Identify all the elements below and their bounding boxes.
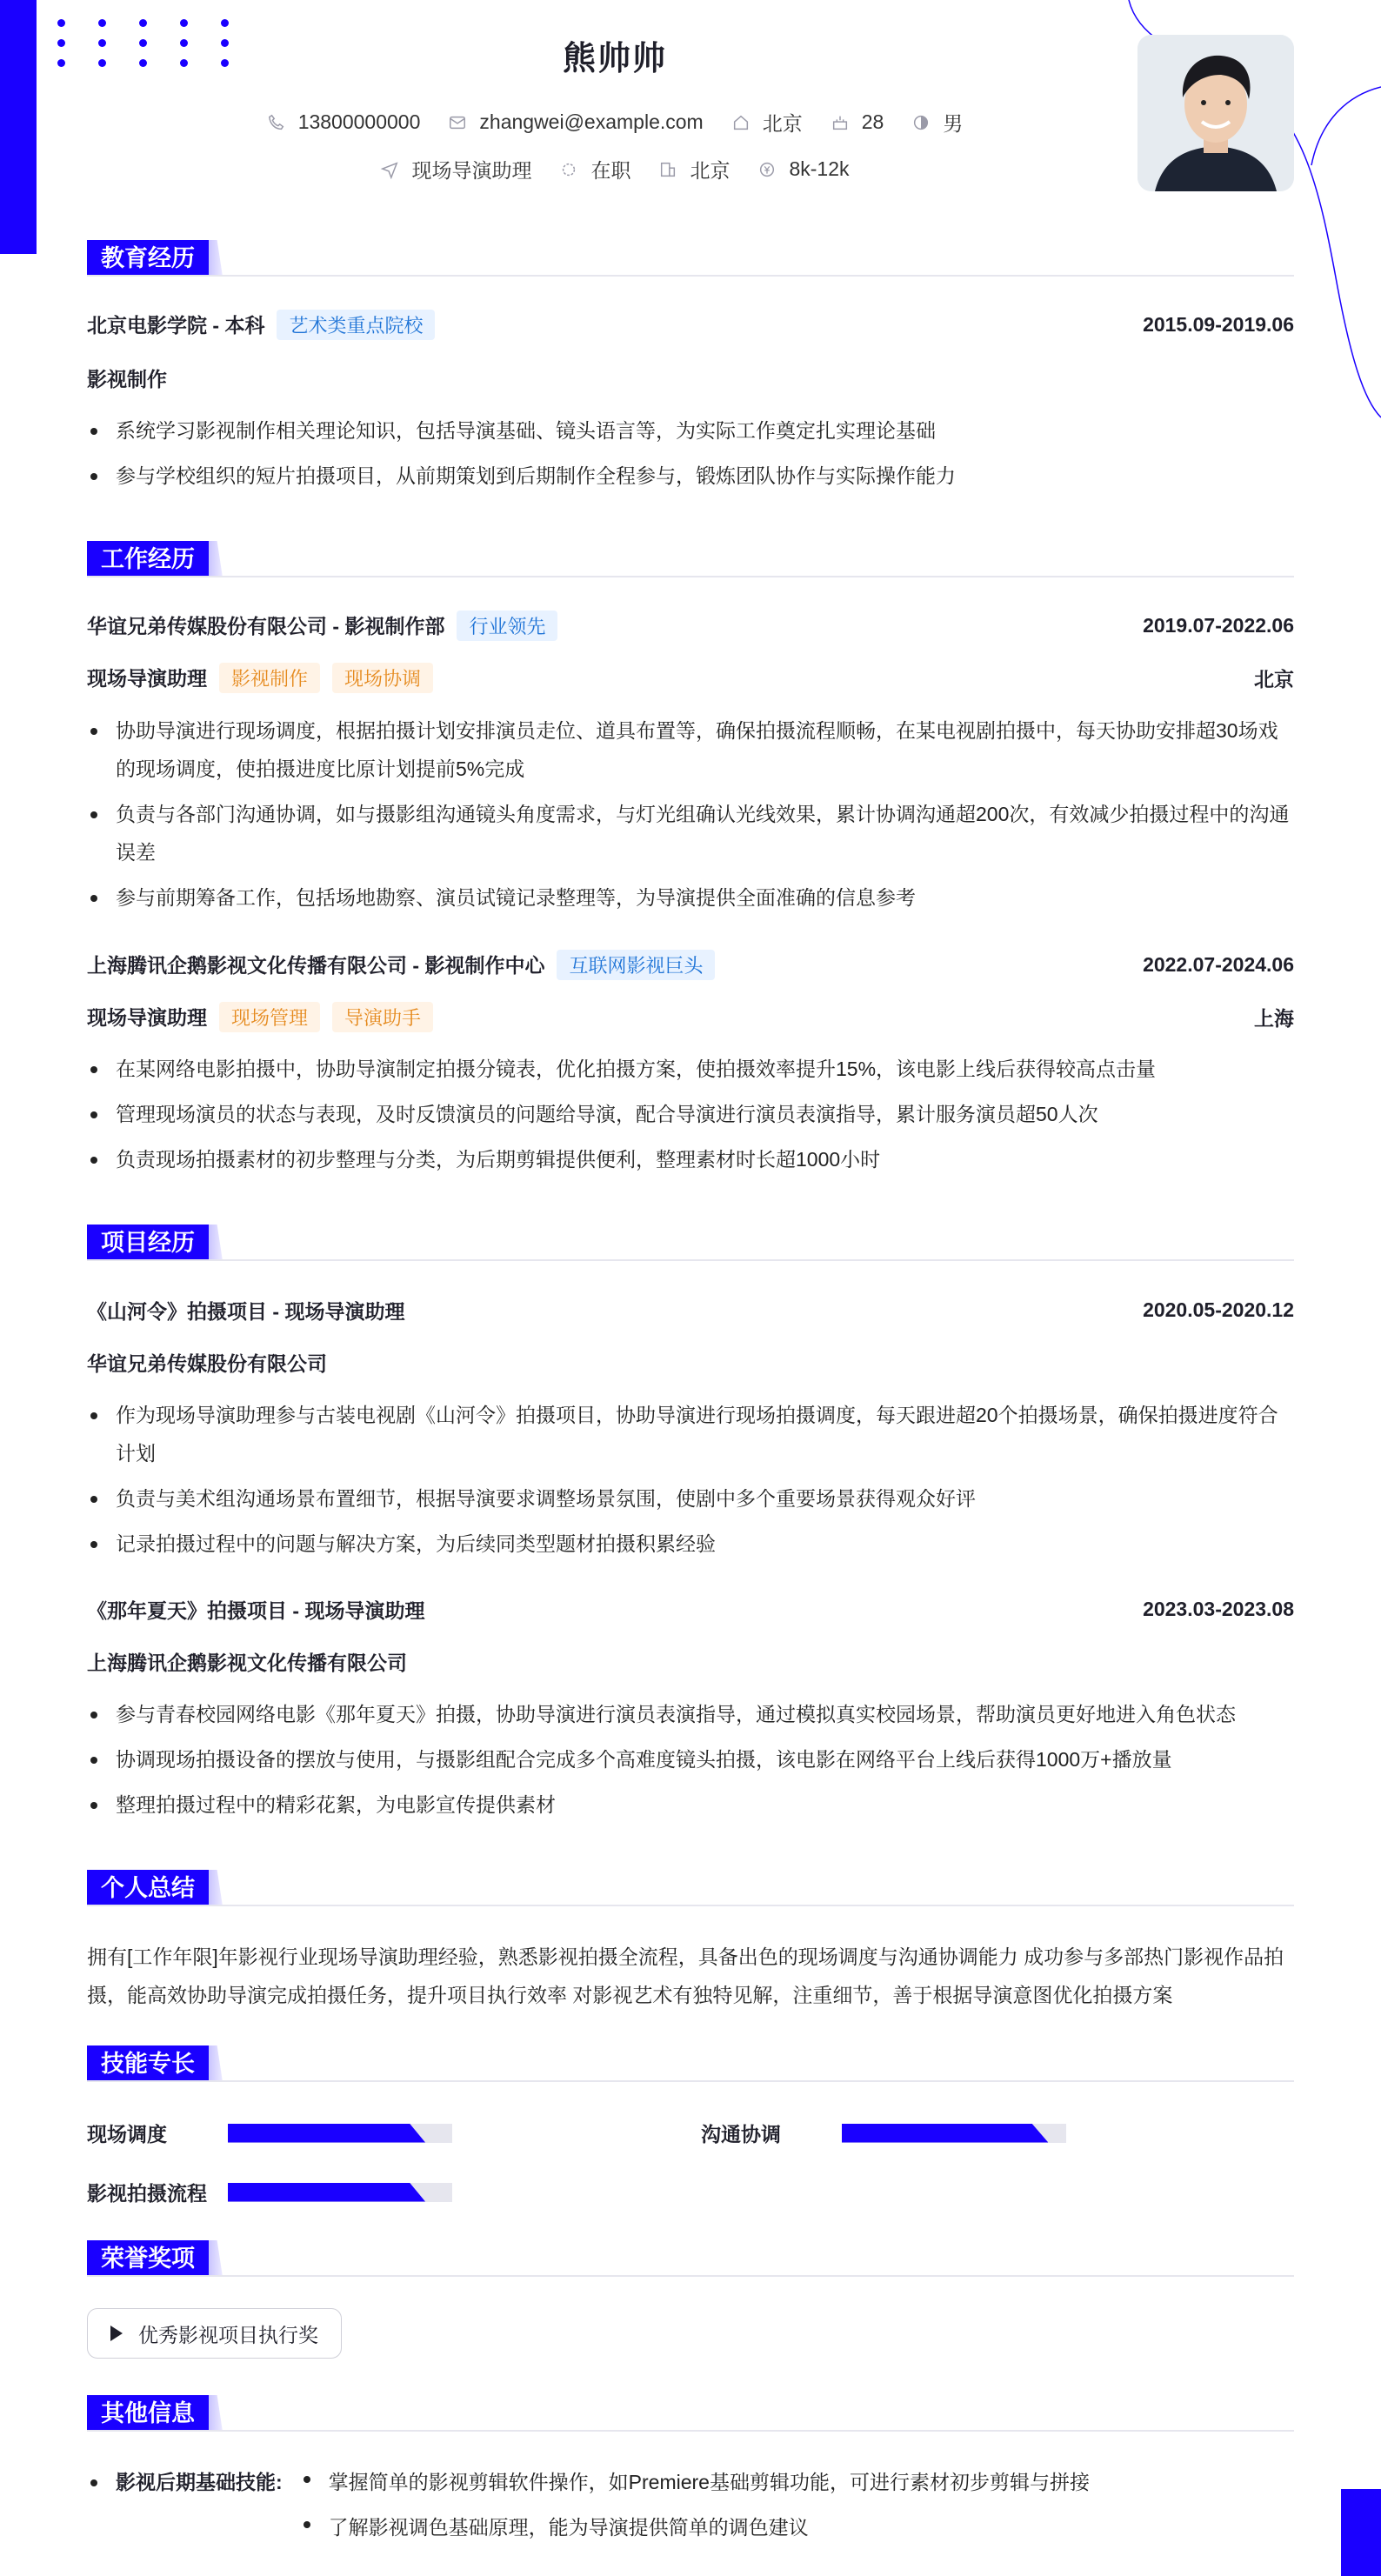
- skill-bar-fill: [228, 2124, 425, 2143]
- other-info-item: [87, 2459, 1294, 2550]
- project-header-2: [87, 1595, 1294, 1624]
- skill-item: [87, 2119, 452, 2147]
- education-header: [87, 310, 1294, 340]
- position-item: [380, 155, 531, 184]
- project-date: 2023.03-2023.08: [1143, 1598, 1294, 1620]
- status-icon: [559, 160, 578, 179]
- other-section: [87, 2395, 1294, 2432]
- skill-item: [701, 2119, 1066, 2147]
- project-bullets-2: [87, 1695, 1294, 1824]
- project-title: 《那年夏天》拍摄项目 - 现场导演助理: [87, 1599, 425, 1622]
- role-tag: 现场协调: [332, 663, 433, 693]
- list-item: 负责与各部门沟通协调，如与摄影组沟通镜头角度需求，与灯光组确认光线效果，累计协调沟通超200次，有效减少拍摄过程中的沟通误差: [87, 795, 1294, 871]
- phone-icon: [267, 113, 286, 132]
- status-item: [559, 155, 630, 184]
- list-item: 负责现场拍摄素材的初步整理与分类，为后期剪辑提供便利，整理素材时长超1000小时: [87, 1140, 1294, 1178]
- company-tag: 行业领先: [457, 611, 557, 641]
- work-city-item: [658, 155, 730, 184]
- list-item: 作为现场导演助理参与古装电视剧《山河令》拍摄项目，协助导演进行现场拍摄调度，每天跟进超20个拍摄场景，确保拍摄进度符合计划: [87, 1396, 1294, 1472]
- honor-text: 优秀影视项目执行奖: [138, 2323, 318, 2346]
- gender-icon: [911, 113, 931, 132]
- location-text: 北京: [762, 112, 803, 135]
- email-item: [448, 110, 703, 134]
- list-item: 负责与美术组沟通场景布置细节，根据导演要求调整场景氛围，使剧中多个重要场景获得观众好评: [87, 1479, 1294, 1518]
- section-title: 教育经历: [87, 240, 209, 277]
- section-title: 技能专长: [87, 2045, 209, 2082]
- project-company-row-1: [87, 1348, 1294, 1377]
- skill-name: 现场调度: [87, 2123, 167, 2146]
- phone-item: [267, 110, 421, 134]
- salary-icon: [757, 160, 777, 179]
- school-name: 北京电影学院 - 本科: [87, 314, 265, 337]
- role-tag: 现场管理: [219, 1002, 320, 1032]
- other-info-sublist: [300, 2459, 1090, 2550]
- age-text: 28: [861, 110, 884, 133]
- list-item: 记录拍摄过程中的问题与解决方案，为后续同类型题材拍摄积累经验: [87, 1525, 1294, 1563]
- salary-item: [757, 157, 849, 181]
- location-item: [731, 108, 803, 137]
- other-info-label: 影视后期基础技能:: [87, 2459, 283, 2550]
- company-tag: 互联网影视巨头: [557, 950, 715, 980]
- skill-bar-fill: [842, 2124, 1048, 2143]
- company-name: 华谊兄弟传媒股份有限公司 - 影视制作部: [87, 615, 445, 637]
- project-bullets-1: [87, 1396, 1294, 1563]
- list-item: 在某网络电影拍摄中，协助导演制定拍摄分镜表，优化拍摄方案，使拍摄效率提升15%，该电影上线后获得较高点击量: [87, 1050, 1294, 1088]
- skill-item: [87, 2178, 452, 2206]
- salary-text: 8k-12k: [789, 157, 850, 180]
- project-company-row-2: [87, 1647, 1294, 1676]
- list-item: 系统学习影视制作相关理论知识，包括导演基础、镜头语言等，为实际工作奠定扎实理论基础: [87, 411, 1294, 450]
- work-section: [87, 541, 1294, 577]
- education-section: [87, 240, 1294, 277]
- work-date: 2022.07-2024.06: [1143, 953, 1294, 976]
- work-city-text: 北京: [690, 159, 731, 182]
- list-item: 整理拍摄过程中的精彩花絮，为电影宣传提供素材: [87, 1785, 1294, 1824]
- section-divider: [87, 1259, 1294, 1261]
- position-text: 现场导演助理: [411, 159, 532, 182]
- list-item: 参与学校组织的短片拍摄项目，从前期策划到后期制作全程参与，锻炼团队协作与实际操作能力: [87, 457, 1294, 495]
- school-tag: 艺术类重点院校: [277, 310, 435, 340]
- work-date: 2019.07-2022.06: [1143, 614, 1294, 637]
- list-item: 协调现场拍摄设备的摆放与使用，与摄影组配合完成多个高难度镜头拍摄，该电影在网络平台上线后获得1000万+播放量: [87, 1740, 1294, 1779]
- skill-bar: [228, 2124, 452, 2143]
- section-title: 工作经历: [87, 541, 209, 577]
- section-divider: [87, 2080, 1294, 2082]
- role-tag: 导演助手: [332, 1002, 433, 1032]
- section-title: 荣誉奖项: [87, 2240, 209, 2277]
- project-section: [87, 1225, 1294, 1261]
- section-divider: [87, 275, 1294, 277]
- role: 现场导演助理: [87, 667, 207, 690]
- section-divider: [87, 2275, 1294, 2277]
- role: 现场导演助理: [87, 1006, 207, 1029]
- skill-bar-fill: [228, 2183, 425, 2202]
- section-title: 项目经历: [87, 1225, 209, 1261]
- work-bullets-1: [87, 711, 1294, 917]
- list-item: 参与前期筹备工作，包括场地勘察、演员试镜记录整理等，为导演提供全面准确的信息参考: [87, 878, 1294, 917]
- email-text: zhangwei@example.com: [479, 110, 704, 133]
- other-info: [87, 2459, 1294, 2550]
- section-title: 其他信息: [87, 2395, 209, 2432]
- mail-icon: [448, 113, 467, 132]
- age-icon: [831, 113, 850, 132]
- building-icon: [658, 160, 677, 179]
- education-major-row: [87, 364, 1294, 392]
- summary-text: 拥有[工作年限]年影视行业现场导演助理经验，熟悉影视拍摄全流程，具备出色的现场调度与沟通协调能力 成功参与多部热门影视作品拍摄，能高效协助导演完成拍摄任务，提升项目执行效率 对影视艺术有独特见解，注重细节，善于根据导演意图优化拍摄方案: [87, 1945, 1284, 2006]
- job-row: [0, 155, 1230, 184]
- home-icon: [731, 113, 751, 132]
- work-role-row-1: [87, 663, 1294, 693]
- skill-name: 影视拍摄流程: [87, 2182, 207, 2205]
- section-divider: [87, 576, 1294, 577]
- work-header-1: [87, 611, 1294, 641]
- list-item: 管理现场演员的状态与表现，及时反馈演员的问题给导演，配合导演进行演员表演指导，累计服务演员超50人次: [87, 1095, 1294, 1133]
- send-icon: [380, 160, 399, 179]
- profile-photo: [1137, 35, 1294, 191]
- play-icon: [110, 2326, 123, 2341]
- education-date: 2015.09-2019.06: [1143, 313, 1294, 336]
- contact-row: [0, 108, 1230, 137]
- project-date: 2020.05-2020.12: [1143, 1298, 1294, 1321]
- work-city: 上海: [1254, 1007, 1294, 1030]
- project-company: 上海腾讯企鹅影视文化传播有限公司: [87, 1652, 407, 1674]
- education-bullets: [87, 411, 1294, 495]
- section-divider: [87, 2430, 1294, 2432]
- list-item: 参与青春校园网络电影《那年夏天》拍摄，协助导演进行演员表演指导，通过模拟真实校园场景，帮助演员更好地进入角色状态: [87, 1695, 1294, 1733]
- right-accent-bar: [1341, 2489, 1381, 2576]
- section-title: 个人总结: [87, 1870, 209, 1906]
- list-item: 掌握简单的影视剪辑软件操作，如Premiere基础剪辑功能，可进行素材初步剪辑与拼接: [300, 2459, 1090, 2505]
- candidate-name: 熊帅帅: [562, 41, 667, 77]
- skill-name: 沟通协调: [701, 2123, 781, 2146]
- age-item: [831, 110, 884, 134]
- gender-text: 男: [943, 112, 964, 135]
- work-city: 北京: [1254, 668, 1294, 691]
- role-tag: 影视制作: [219, 663, 320, 693]
- company-name: 上海腾讯企鹅影视文化传播有限公司 - 影视制作中心: [87, 954, 545, 977]
- major: 影视制作: [87, 368, 167, 390]
- list-item: 了解影视调色基础原理，能为导演提供简单的调色建议: [300, 2505, 1090, 2550]
- work-bullets-2: [87, 1050, 1294, 1178]
- phone-text: 13800000000: [297, 110, 421, 133]
- list-item: 协助导演进行现场调度，根据拍摄计划安排演员走位、道具布置等，确保拍摄流程顺畅，在某电视剧拍摄中，每天协助安排超30场戏的现场调度，使拍摄进度比原计划提前5%完成: [87, 711, 1294, 788]
- project-title: 《山河令》拍摄项目 - 现场导演助理: [87, 1300, 405, 1323]
- work-role-row-2: [87, 1002, 1294, 1032]
- skill-bar: [842, 2124, 1066, 2143]
- skill-bar: [228, 2183, 452, 2202]
- honors-section: [87, 2240, 1294, 2277]
- gender-item: [911, 108, 963, 137]
- section-divider: [87, 1905, 1294, 1906]
- project-header-1: [87, 1296, 1294, 1325]
- work-header-2: [87, 950, 1294, 980]
- honor-item[interactable]: [87, 2308, 342, 2359]
- project-company: 华谊兄弟传媒股份有限公司: [87, 1352, 327, 1375]
- summary-section: [87, 1870, 1294, 1906]
- skills-section: [87, 2045, 1294, 2082]
- status-text: 在职: [590, 159, 631, 182]
